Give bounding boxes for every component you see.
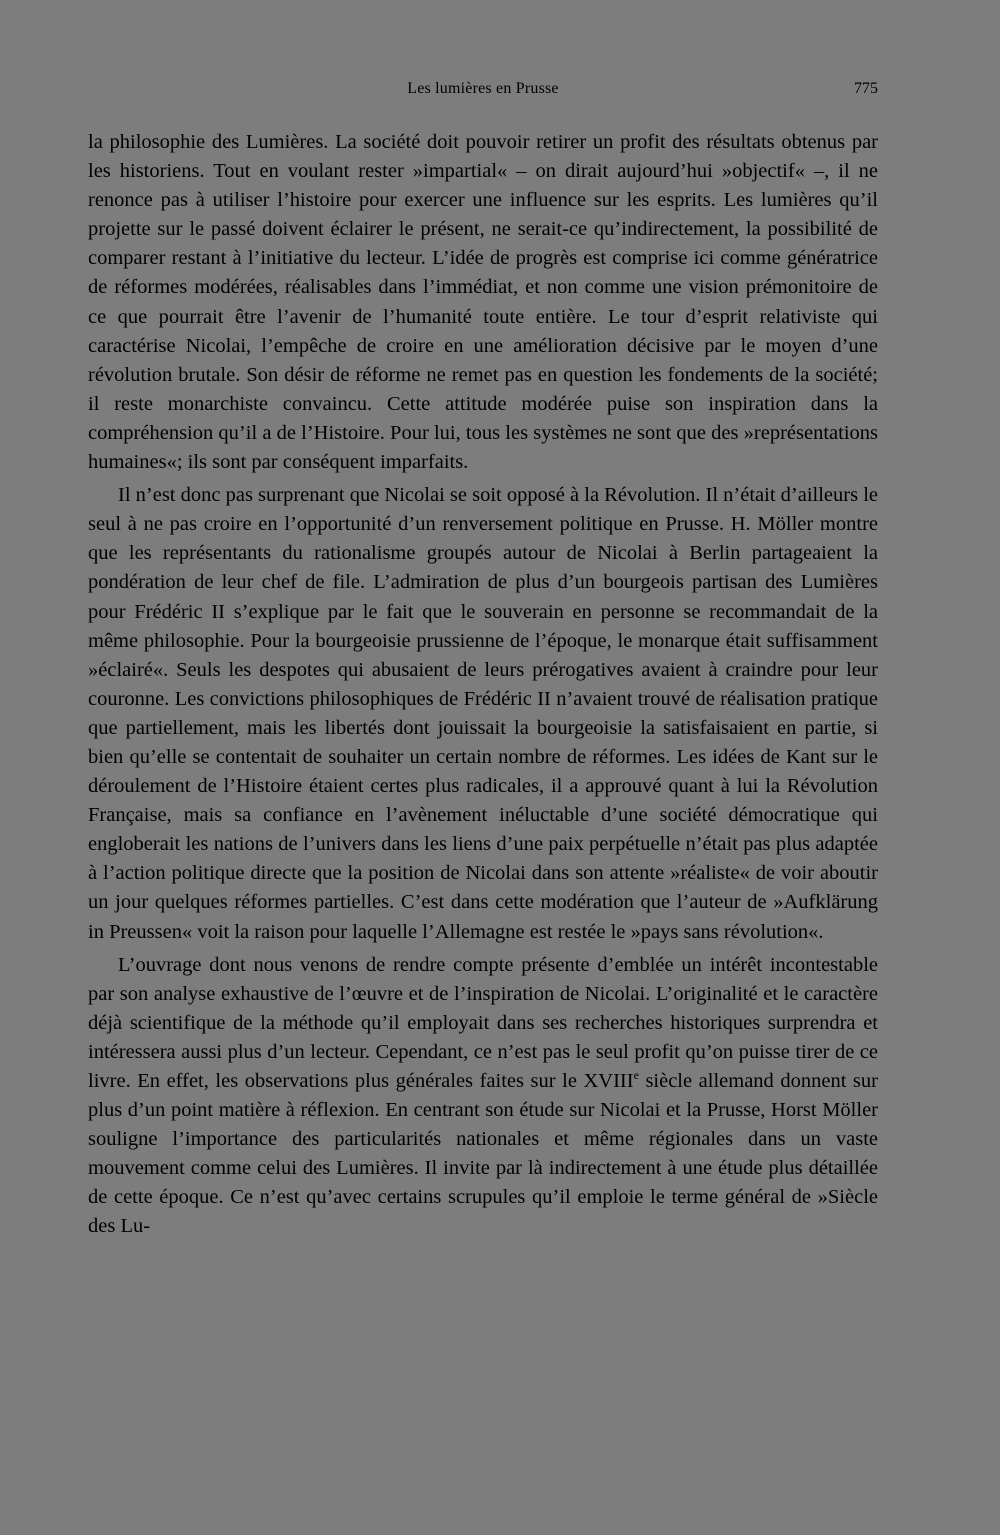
paragraph-2: Il n’est donc pas surprenant que Nicolai se soit opposé à la Révolution. Il n’était d’ailleurs le seul à ne pas croire en l’opportunité d’un renversement politique en Prusse. H. Möller montre que les représentants du rationalisme groupés autour de Nicolai à Berlin partageaient la pondération de leur chef de file. L’admiration de plus d’un bourgeois partisan des Lumières pour Frédéric II s’explique par le fait que le souverain en personne se recommandait de la même philosophie. Pour la bourgeoisie prussienne de l’époque, le monarque était suffisamment »éclairé«. Seuls les despotes qui abusaient de leurs prérogatives avaient à craindre pour leur couronne. Les convictions philosophiques de Frédéric II n’avaient trouvé de réalisation pratique que partiellement, mais les libertés dont jouissait la bourgeoisie la satisfaisaient en partie, si bien qu’elle se contentait de souhaiter un certain nombre de réformes. Les idées de Kant sur le déroulement de l’Histoire étaient certes plus radicales, il a approuvé quant à lui la Révolution Française, mais sa confiance en l’avènement inéluctable d’une société démocratique qui engloberait les nations de l’univers dans les liens d’une paix perpétuelle n’était pas plus adaptée à l’action politique directe que la position de Nicolai dans son attente »réaliste« de voir aboutir un jour quelques réformes partielles. C’est dans cette modération que l’auteur de »Aufklärung in Preussen« voit la raison pour laquelle l’Allemagne est restée le »pays sans révolution«. [88,484,879,943]
page-header [88,76,878,102]
body-text [88,128,878,1242]
running-title: Les lumières en Prusse [407,80,559,97]
page-number: 775 [854,80,878,97]
paragraph-1: la philosophie des Lumières. La société doit pouvoir retirer un profit des résultats obtenus par les historiens. Tout en voulant rester »impartial« – on dirait aujourd’hui »objectif« –, il ne renonce pas à utiliser l’histoire pour exercer une influence sur les esprits. Les lumières qu’il projette sur le passé doivent éclairer le présent, ne serait-ce qu’indirectement, la possibilité de comparer restant à l’initiative du lecteur. L’idée de progrès est comprise ici comme génératrice de réformes modérées, réalisables dans l’immédiat, et non comme une vision prémonitoire de ce que pourrait être l’avenir de l’humanité toute entière. Le tour d’esprit relativiste qui caractérise Nicolai, l’empêche de croire en une amélioration décisive par le moyen d’une révolution brutale. Son désir de réforme ne remet pas en question les fondements de la société; il reste monarchiste convaincu. Cette attitude modérée puise son inspiration dans la compréhension qu’il a de l’Histoire. Pour lui, tous les systèmes ne sont que des »représentations humaines«; ils sont par conséquent imparfaits. [88,131,878,474]
paragraph-3-text-a: L’ouvrage dont nous venons de rendre compte présente d’emblée un intérêt incontestable par son analyse exhaustive de l’œuvre et de l’inspiration de Nicolai. L’originalité et le caractère déjà scientifique de la méthode qu’il employait dans ses recherches historiques surprendra et intéressera aussi plus d’un lecteur. Cependant, ce n’est pas le seul profit qu’on puisse tirer de ce livre. En effet, les observations plus générales faites sur le XVIII [88,953,878,1092]
paragraph-3-text-b: siècle allemand donnent sur plus d’un point matière à réflexion. En centrant son étude sur Nicolai et la Prusse, Horst Möller souligne l’importance des particularités nationales et même régionales dans un vaste mouvement comme celui des Lumières. Il invite par là indirectement à une étude plus détaillée de cette époque. Ce n’est qu’avec certains scrupules qu’il emploie le terme général de »Siècle des Lu- [88,1070,878,1238]
century-superscript: e [633,1068,639,1083]
paragraph-3 [88,951,878,1242]
